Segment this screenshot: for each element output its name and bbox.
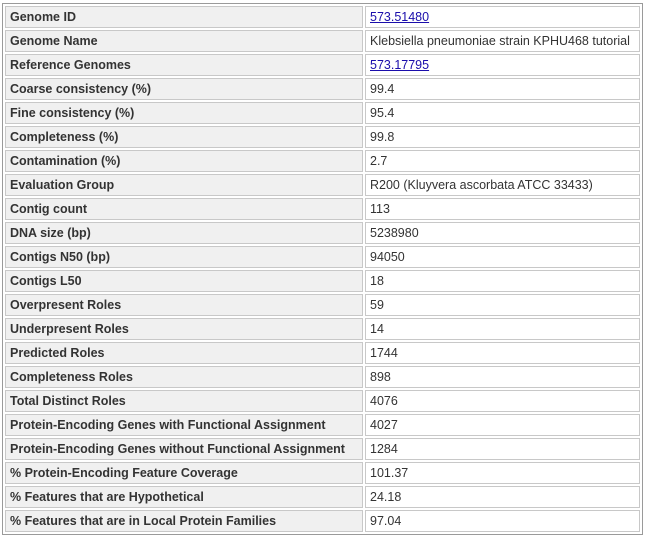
row-value-link[interactable]: 573.51480: [370, 10, 430, 24]
row-label: Contamination (%): [5, 150, 363, 172]
row-label: Genome ID: [5, 6, 363, 28]
table-row: [5, 102, 640, 124]
row-value: Klebsiella pneumoniae strain KPHU468 tutorial: [365, 30, 640, 52]
row-value: 99.8: [365, 126, 640, 148]
row-label: Fine consistency (%): [5, 102, 363, 124]
row-value-link[interactable]: 573.17795: [370, 58, 430, 72]
row-value: 18: [365, 270, 640, 292]
row-value: 898: [365, 366, 640, 388]
row-value: 95.4: [365, 102, 640, 124]
summary-table-body: [5, 6, 640, 532]
row-label: Overpresent Roles: [5, 294, 363, 316]
row-value: 2.7: [365, 150, 640, 172]
table-row: [5, 126, 640, 148]
row-value: 1744: [365, 342, 640, 364]
row-value: 4076: [365, 390, 640, 412]
row-label: Underpresent Roles: [5, 318, 363, 340]
row-label: % Features that are Hypothetical: [5, 486, 363, 508]
row-value: R200 (Kluyvera ascorbata ATCC 33433): [365, 174, 640, 196]
row-value: 5238980: [365, 222, 640, 244]
table-row: [5, 414, 640, 436]
table-row: [5, 342, 640, 364]
row-value-cell: [365, 6, 640, 28]
row-label: % Protein-Encoding Feature Coverage: [5, 462, 363, 484]
table-row: [5, 222, 640, 244]
table-row: [5, 246, 640, 268]
table-row: [5, 510, 640, 532]
row-label: Evaluation Group: [5, 174, 363, 196]
table-row: [5, 150, 640, 172]
table-row: [5, 318, 640, 340]
genome-summary-table: [2, 3, 643, 535]
row-label: Protein-Encoding Genes without Functional Assignment: [5, 438, 363, 460]
table-row: [5, 198, 640, 220]
table-row: [5, 438, 640, 460]
row-label: Contigs N50 (bp): [5, 246, 363, 268]
row-label: % Features that are in Local Protein Families: [5, 510, 363, 532]
table-row: [5, 78, 640, 100]
table-row: [5, 30, 640, 52]
row-value: 59: [365, 294, 640, 316]
row-value: 97.04: [365, 510, 640, 532]
row-label: Completeness Roles: [5, 366, 363, 388]
row-label: Predicted Roles: [5, 342, 363, 364]
table-row: [5, 294, 640, 316]
row-value: 113: [365, 198, 640, 220]
table-row: [5, 462, 640, 484]
table-row: [5, 366, 640, 388]
row-value: 24.18: [365, 486, 640, 508]
table-row: [5, 270, 640, 292]
row-label: Completeness (%): [5, 126, 363, 148]
row-value: 94050: [365, 246, 640, 268]
row-label: Coarse consistency (%): [5, 78, 363, 100]
table-row: [5, 390, 640, 412]
row-label: Total Distinct Roles: [5, 390, 363, 412]
row-value: 4027: [365, 414, 640, 436]
row-label: DNA size (bp): [5, 222, 363, 244]
row-label: Protein-Encoding Genes with Functional Assignment: [5, 414, 363, 436]
row-label: Genome Name: [5, 30, 363, 52]
table-row: [5, 54, 640, 76]
table-row: [5, 6, 640, 28]
genome-summary-container: [2, 3, 643, 535]
row-value-cell: [365, 54, 640, 76]
row-value: 99.4: [365, 78, 640, 100]
row-value: 14: [365, 318, 640, 340]
row-label: Contig count: [5, 198, 363, 220]
row-label: Reference Genomes: [5, 54, 363, 76]
row-value: 1284: [365, 438, 640, 460]
table-row: [5, 174, 640, 196]
row-label: Contigs L50: [5, 270, 363, 292]
table-row: [5, 486, 640, 508]
row-value: 101.37: [365, 462, 640, 484]
